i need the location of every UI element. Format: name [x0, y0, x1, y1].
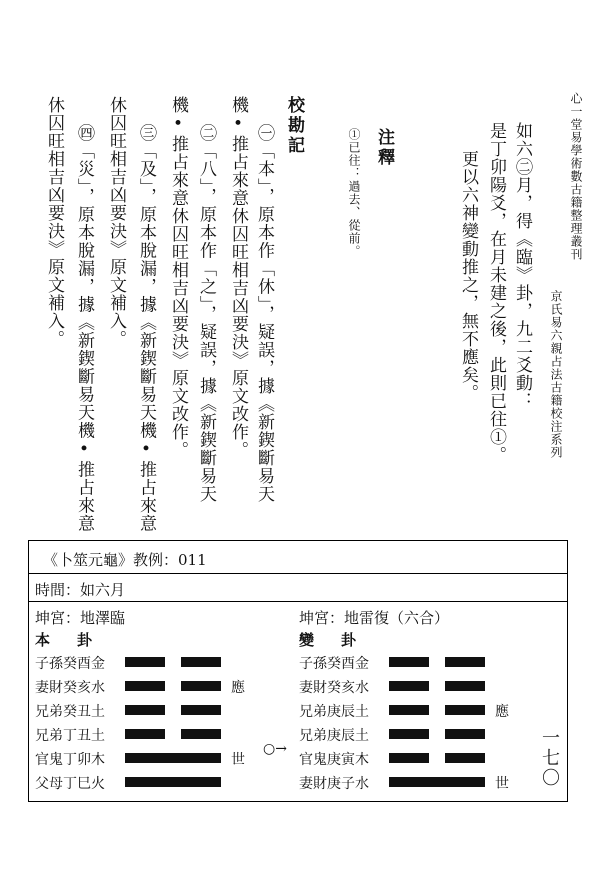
right-line-mark: 應 [495, 704, 509, 720]
left-line-label: 官鬼丁卯木 [35, 752, 105, 768]
right-yin-line-segment [389, 705, 429, 715]
right-palace: 坤宮：地雷復（六合） [299, 609, 450, 627]
moving-line-arrow: ○→ [263, 741, 287, 757]
series-title: 心一堂易學術數古籍整理叢刊 [569, 92, 583, 261]
notes-heading: 注釋 [374, 128, 394, 168]
collation-line-6: 休囚旺相吉凶要決》原文補入。 [106, 96, 126, 348]
left-line-label: 妻財癸亥水 [35, 680, 105, 696]
divider [29, 601, 567, 602]
collation-line-1: ㊀「本」，原本作「休」，疑誤，據《新鍥斷易天 [254, 124, 274, 503]
main-text-line-2: 是丁卯陽爻，在月未建之後，此則已往①。 [486, 122, 506, 464]
table-time: 時間：如六月 [35, 581, 126, 599]
right-yin-line-segment [445, 657, 485, 667]
collation-line-3: ㊁「八」，原本作「之」，疑誤，據《新鍥斷易天 [196, 124, 216, 503]
right-line-mark: 世 [495, 776, 509, 792]
left-palace: 坤宮：地澤臨 [35, 609, 126, 627]
collation-line-4: 機•推占來意休囚旺相吉凶要決》原文改作。 [168, 96, 188, 459]
left-line-label: 兄弟癸丑土 [35, 704, 105, 720]
left-line-mark: 世 [231, 752, 245, 768]
left-line-label: 父母丁巳火 [35, 776, 105, 792]
table-title: 《卜筮元龜》教例：011 [43, 551, 207, 569]
right-line-label: 妻財癸亥水 [299, 680, 369, 696]
right-yin-line-segment [445, 753, 485, 763]
right-line-label: 兄弟庚辰土 [299, 704, 369, 720]
right-line-label: 官鬼庚寅木 [299, 752, 369, 768]
right-yin-line-segment [389, 753, 429, 763]
left-yin-line-segment [181, 705, 221, 715]
right-yang-line [389, 777, 485, 787]
collation-heading: 校勘記 [284, 96, 304, 156]
right-line-label: 兄弟庚辰土 [299, 728, 369, 744]
right-line-label: 子孫癸酉金 [299, 656, 369, 672]
left-yin-line-segment [125, 729, 165, 739]
collation-line-8: 休囚旺相吉凶要決》原文補入。 [44, 96, 64, 348]
divination-table [28, 540, 568, 802]
left-yin-line-segment [125, 657, 165, 667]
left-yin-line-segment [181, 729, 221, 739]
right-yin-line-segment [389, 729, 429, 739]
collation-line-7: ㊃「災」，原本脫漏，據《新鍥斷易天機•推占來意 [74, 124, 94, 533]
left-yin-line-segment [125, 705, 165, 715]
collation-line-2: 機•推占來意休囚旺相吉凶要決》原文改作。 [228, 96, 248, 459]
left-yin-line-segment [181, 657, 221, 667]
main-text-line-3: 更以六神變動推之，無不應矣。 [458, 150, 478, 402]
left-yin-line-segment [181, 681, 221, 691]
right-line-label: 妻財庚子水 [299, 776, 369, 792]
page-number: 一七〇 [539, 728, 560, 788]
left-line-label: 子孫癸酉金 [35, 656, 105, 672]
left-yang-line [125, 753, 221, 763]
right-label: 變 卦 [299, 631, 363, 649]
left-yang-line [125, 777, 221, 787]
left-line-mark: 應 [231, 680, 245, 696]
right-yin-line-segment [389, 657, 429, 667]
right-yin-line-segment [389, 681, 429, 691]
collation-line-5: ㊂「及」，原本脫漏，據《新鍥斷易天機•推占來意 [136, 124, 156, 533]
series-subtitle: 京氏易六親占法古籍校注系列 [549, 290, 563, 459]
right-yin-line-segment [445, 705, 485, 715]
divider [29, 573, 567, 574]
main-text-line-1: 如六㊁月，得《臨》卦，九二爻動： [512, 122, 532, 410]
left-line-label: 兄弟丁丑土 [35, 728, 105, 744]
left-label: 本 卦 [35, 631, 99, 649]
right-yin-line-segment [445, 729, 485, 739]
left-yin-line-segment [125, 681, 165, 691]
right-yin-line-segment [445, 681, 485, 691]
note-item-1: ①已往：過去、從前。 [347, 128, 361, 258]
